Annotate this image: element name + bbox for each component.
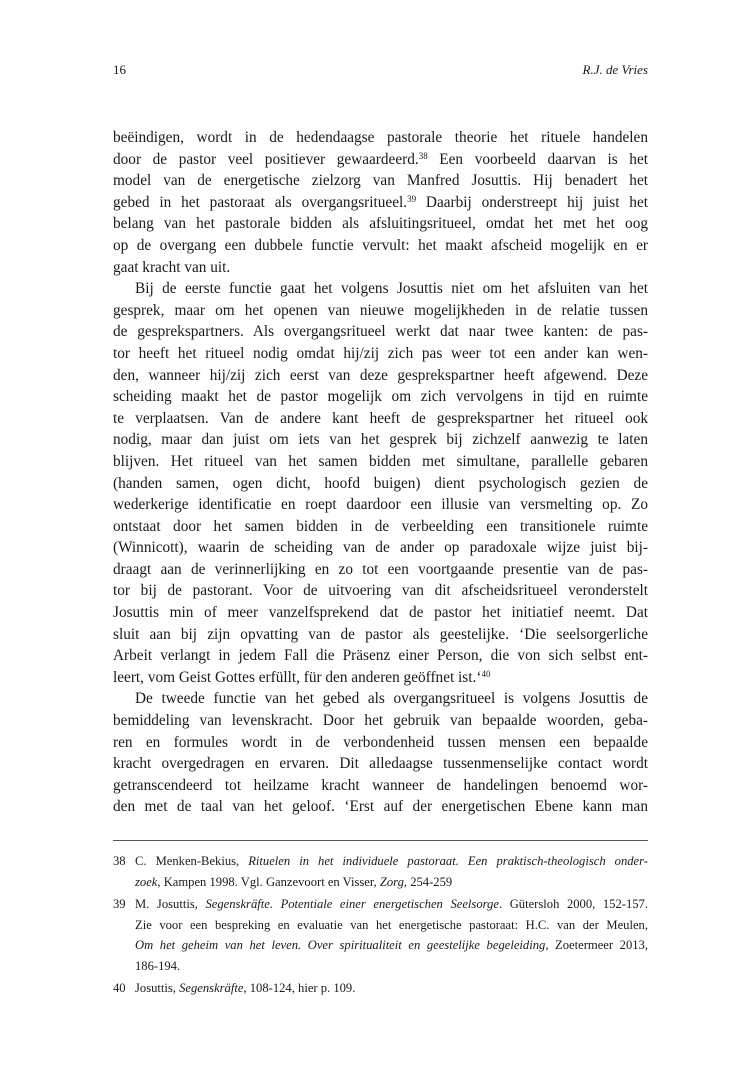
footnote-line: 186-194.: [135, 958, 181, 973]
footnote-line: C. Menken-Bekius, Rituelen in het individuele pastoraat. Een praktisch-theologisch onder-: [135, 854, 648, 868]
text-line: Bij de eerste functie gaat het volgens Josuttis niet om het afsluiten van het: [135, 280, 648, 298]
text-line: tor bij de pastorant. Voor de uitvoering van dit afscheidsritueel veronderstelt: [113, 582, 648, 600]
text-line: belang van het pastorale bidden als afsluitingsritueel, omdat het met het oog: [113, 215, 648, 233]
text-line: beëindigen, wordt in de hedendaagse pastorale theorie het rituele handelen: [113, 129, 648, 146]
footnote-40: [113, 978, 648, 999]
text-line: model van de energetische zielzorg van Manfred Josuttis. Hij benadert het: [113, 172, 648, 190]
text-line: getranscendeerd tot heilzame kracht wanneer de handelingen benoemd wor-: [113, 776, 648, 794]
text-line: De tweede functie van het gebed als overgangsritueel is volgens Josuttis de: [135, 690, 648, 708]
text-line: kracht overgedragen en ervaren. Dit alledaagse tussenmenselijke contact wordt: [113, 755, 648, 773]
footnote-ref-38: 38: [418, 150, 428, 161]
text-line: op de overgang een dubbele functie vervult: het maakt afscheid mogelijk en er: [113, 236, 648, 254]
page-number: 16: [113, 62, 126, 77]
footnote-line: M. Josuttis, Segenskräfte. Potentiale einer energetischen Seelsorge. Gütersloh 2000, 152-157.: [135, 897, 649, 911]
text-line: scheiding maakt het de pastor mogelijk om zich vervolgens in tijd en ruimte: [113, 388, 648, 406]
text-line: (handen samen, ogen dicht, hoofd buigen) dient psychologisch gezien de: [113, 474, 648, 492]
text-line: den met de taal van het geloof. ‘Erst auf der energetischen Ebene kann man: [113, 798, 648, 816]
text-line: (Winnicott), waarin de scheiding van de ander op paradoxale wijze juist bij-: [113, 539, 648, 557]
text-line: wederkerige identificatie en roept daardoor een illusie van versmelting op. Zo: [113, 496, 648, 514]
text-line: Josuttis min of meer vanzelfsprekend dat de pastor het initiatief neemt. Dat: [113, 604, 648, 622]
footnote-line: zoek, Kampen 1998. Vgl. Ganzevoort en Visser, Zorg, 254-259: [135, 874, 453, 889]
footnote-39: [113, 894, 648, 976]
footnote-number: 38: [113, 854, 126, 868]
footnote-divider: [113, 840, 648, 841]
text-line: ontstaat door het samen bidden in de verbeelding een transitionele ruimte: [113, 517, 648, 535]
text-line: de gesprekspartners. Als overgangsritueel werkt dat naar twee kanten: de pas-: [113, 323, 648, 341]
footnote-line: Josuttis, Segenskräfte, 108-124, hier p. 109.: [135, 981, 356, 995]
text-line: ren en formules wordt in de verbondenheid tussen mensen een bepaalde: [113, 733, 648, 751]
text-line: den, wanneer hij/zij zich eerst van deze gesprekspartner heeft afgewend. Deze: [113, 366, 648, 384]
footnote-number: 39: [113, 897, 126, 911]
footnote-line: Zie voor een bespreking en evaluatie van het energetische pastoraat: H.C. van der Meulen,: [135, 917, 648, 932]
footnote-ref-40: 40: [481, 668, 491, 679]
text-line: gesprek, maar om het openen van nieuwe mogelijkheden in de relatie tussen: [113, 301, 648, 319]
text-line: Arbeit verlangt in jedem Fall die Präsenz einer Person, die von sich selbst ent-: [113, 647, 648, 665]
text-line: gebed in het pastoraat als overgangsritueel.$^{39}$ Daarbij onderstreept hij juist het: [113, 193, 648, 211]
footnote-38: [113, 851, 648, 892]
text-line: door de pastor veel positiever gewaardeerd.$^{38}$ Een voorbeeld daarvan is het: [113, 150, 648, 168]
text-line: nodig, maar dan juist om iets van het gesprek bij zichzelf aanwezig te laten: [113, 431, 648, 449]
text-line: te verplaatsen. Van de andere kant heeft de gesprekspartner het ritueel ook: [113, 409, 648, 427]
body-text: [113, 127, 648, 818]
text-line: leert, vom Geist Gottes erfüllt, für den anderen geöffnet ist.‘$^{40}$: [113, 668, 491, 686]
footnote-line: Om het geheim van het leven. Over spiritualiteit en geestelijke begeleiding, Zoetermeer 2013,: [135, 938, 648, 952]
running-head: R.J. de Vries: [582, 62, 648, 77]
text-line: draagt aan de verinnerlijking en zo tot een voortgaande presentie van de pas-: [113, 560, 648, 578]
text-line: blijven. Het ritueel van het samen bidden met simultane, parallelle gebaren: [113, 452, 648, 470]
text-line: gaat kracht van uit.: [113, 258, 231, 276]
text-line: tor heeft het ritueel nodig omdat hij/zij zich pas weer tot een ander kan wen-: [113, 344, 648, 362]
footnote-number: 40: [113, 981, 126, 995]
text-line: sluit aan bij zijn opvatting van de pastor als geestelijke. ‘Die seelsorgerliche: [113, 625, 648, 643]
text-line: bemiddeling van levenskracht. Door het gebruik van bepaalde woorden, geba-: [113, 712, 648, 730]
footnotes: [113, 851, 648, 1001]
footnote-ref-39: 39: [407, 193, 417, 204]
